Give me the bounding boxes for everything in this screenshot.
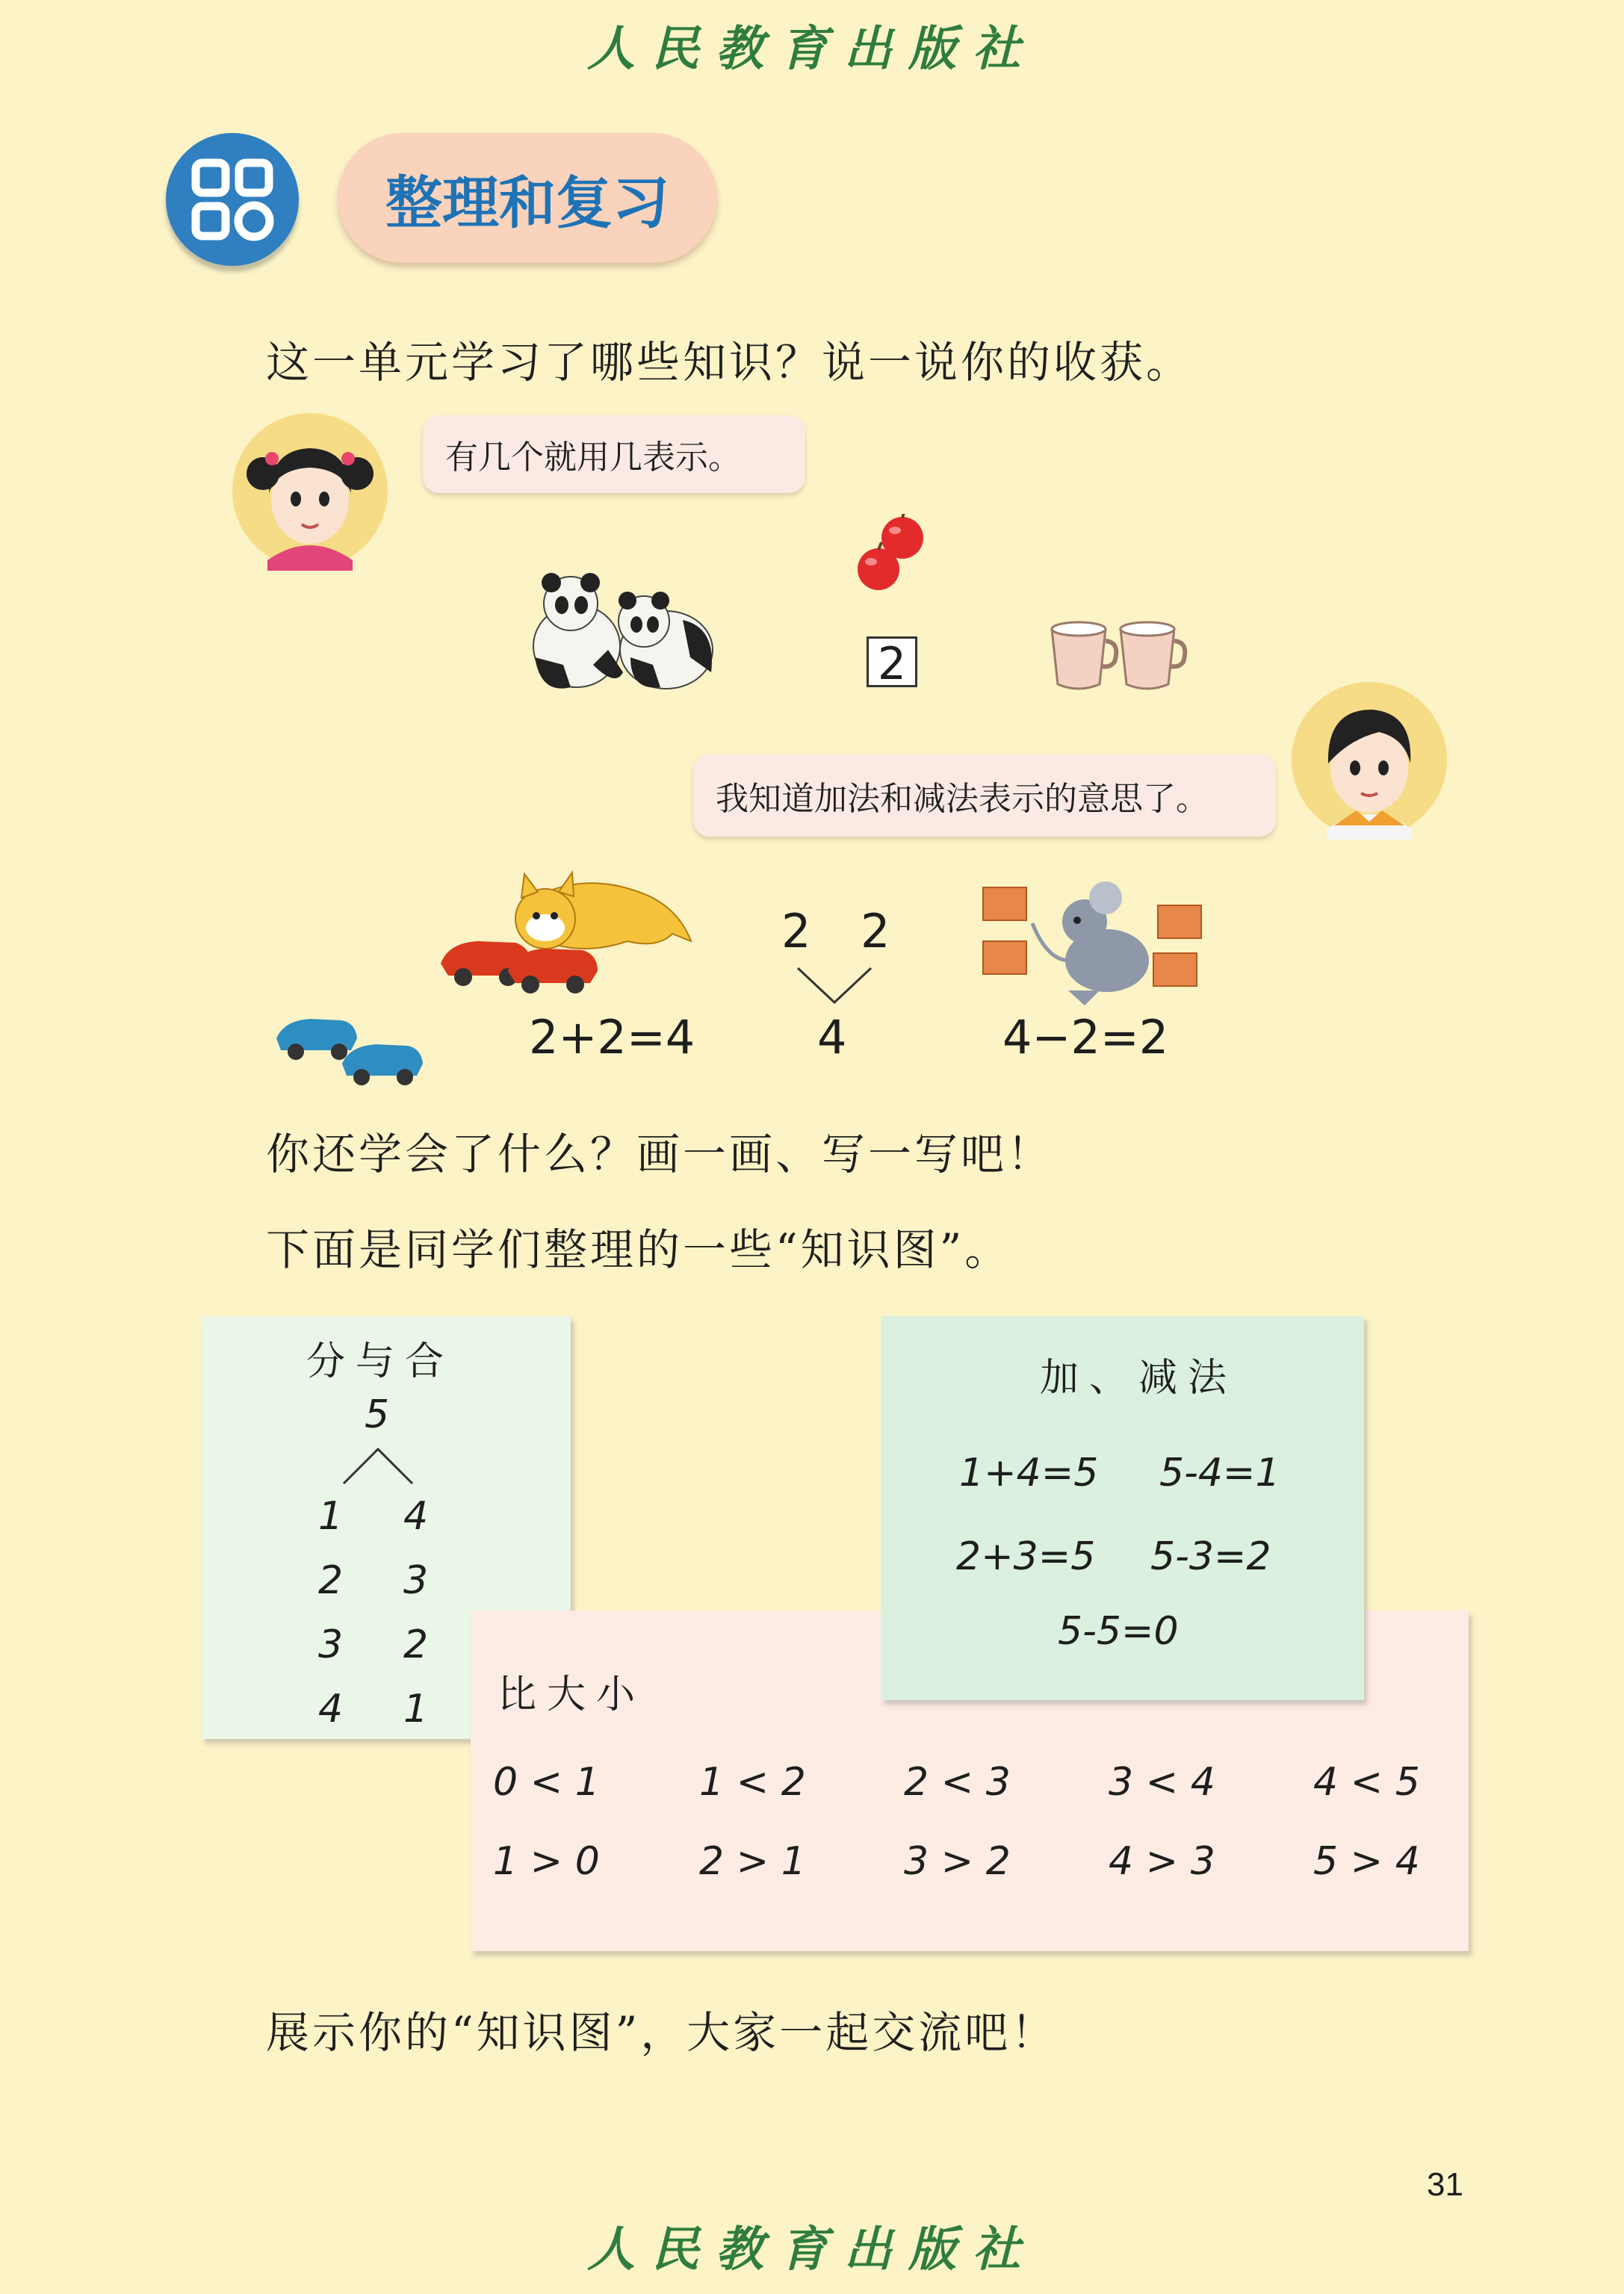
compare-less-1: 0 < 1 [493,1760,600,1805]
girl-speech-bubble: 有几个就用几表示。 [423,415,805,493]
split-card-lines [341,1445,415,1489]
split-lines [793,964,875,1011]
split-row-2-left: 2 [318,1558,344,1603]
compare-greater-3: 3 > 2 [904,1839,1011,1884]
compare-less-4: 3 < 4 [1109,1760,1215,1805]
split-card-total: 5 [365,1392,390,1437]
addsub-row-3: 5-5=0 [1058,1609,1179,1654]
split-row-2-right: 3 [403,1558,429,1603]
cat-pushing-cars-image [433,859,695,1011]
publisher-header: 人民教育出版社 [587,21,1037,77]
addsub-row-2-add: 2+3=5 [956,1534,1096,1579]
add-subtract-card [881,1316,1364,1700]
split-top-right: 2 [861,904,890,958]
split-card-title: 分与合 [306,1339,455,1384]
compare-less-2: 1 < 2 [699,1760,806,1805]
addsub-row-2-sub: 5-3=2 [1150,1534,1271,1579]
addsub-row-1-sub: 5-4=1 [1159,1451,1280,1495]
two-pandas-image [518,568,728,698]
compare-greater-1: 1 > 0 [493,1839,600,1884]
split-row-3-right: 2 [403,1622,429,1667]
split-row-1-right: 4 [403,1494,429,1539]
split-bottom: 4 [817,1010,847,1064]
addsub-card-title: 加、减法 [1040,1356,1238,1401]
prompt-draw-write: 你还学会了什么？画一画、写一写吧！ [266,1129,1054,1179]
split-row-4-left: 4 [318,1687,344,1732]
two-blue-cars-image [273,1001,430,1094]
addsub-row-1-add: 1+4=5 [959,1451,1099,1495]
compare-greater-4: 4 > 3 [1109,1839,1215,1884]
addition-equation: 2+2=4 [529,1010,695,1064]
compare-less-5: 4 < 5 [1313,1760,1420,1805]
review-section-icon [166,133,299,266]
compare-greater-5: 5 > 4 [1313,1839,1420,1884]
publisher-footer: 人民教育出版社 [587,2222,1037,2278]
page-number: 31 [1427,2166,1463,2203]
prompt-knowledge-maps: 下面是同学们整理的一些“知识图”。 [266,1224,1011,1275]
two-apples-image [852,514,934,599]
split-row-3-left: 3 [318,1622,344,1667]
boy-avatar [1289,680,1449,843]
split-top-left: 2 [781,904,811,958]
split-row-4-right: 1 [403,1687,429,1732]
split-row-1-left: 1 [318,1494,344,1539]
compare-greater-2: 2 > 1 [699,1839,806,1884]
number-box: 2 [867,636,917,687]
subtraction-equation: 4−2=2 [1002,1010,1169,1064]
section-title: 整理和复习 [338,133,717,263]
compare-less-3: 2 < 3 [904,1760,1011,1805]
boy-speech-bubble: 我知道加法和减法表示的意思了。 [693,754,1276,837]
closing-prompt: 展示你的“知识图”，大家一起交流吧！ [266,2007,1058,2058]
mouse-biscuits-image [980,878,1204,1016]
compare-card-title: 比大小 [498,1673,646,1717]
intro-question: 这一单元学习了哪些知识？说一说你的收获。 [266,337,1193,388]
girl-avatar [230,411,390,574]
two-cups-image [1046,619,1188,696]
